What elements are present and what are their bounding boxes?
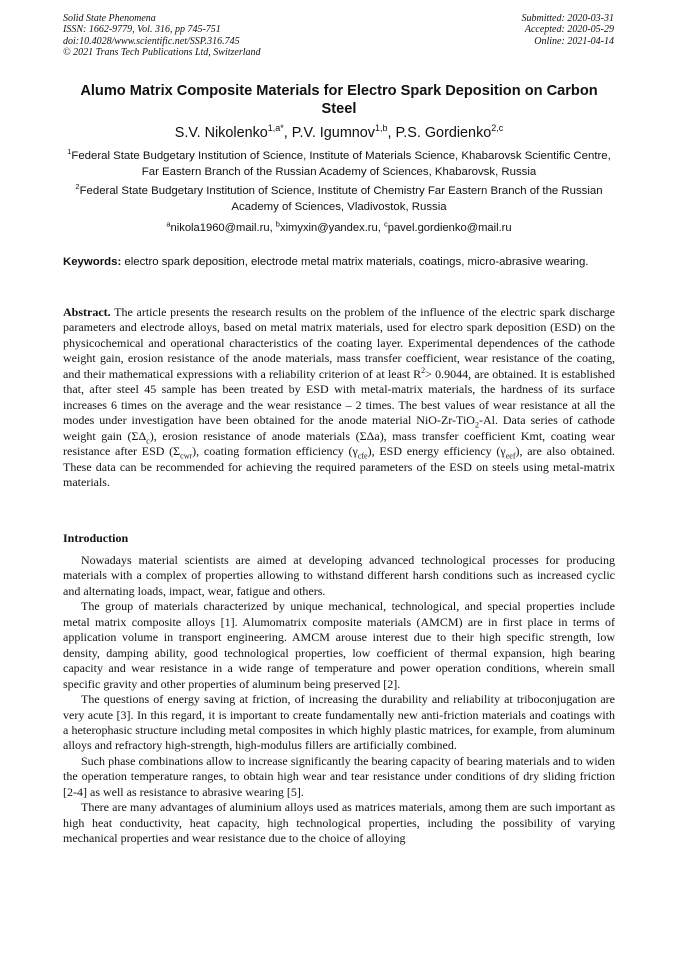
- paper-title: Alumo Matrix Composite Materials for Electro Spark Deposition on Carbon Steel: [80, 83, 598, 117]
- email-link[interactable]: pavel.gordienko@mail.ru: [387, 222, 512, 234]
- keywords: [63, 255, 615, 270]
- submission-dates: [522, 13, 615, 47]
- keywords-label: Keywords:: [63, 256, 122, 268]
- author-list: S.V. Nikolenko$^{1,a*}$, P.V. Igumnov$^{1,b}$, P.S. Gordienko$^{2,c}$: [174, 123, 504, 141]
- author-affiliation-mark: 1,b: [375, 123, 388, 134]
- author-affiliation-mark: 2,c: [491, 123, 504, 134]
- author-name: P.S. Gordienko: [395, 125, 492, 141]
- abstract-label: Abstract.: [63, 305, 111, 319]
- journal-info: [63, 13, 261, 59]
- email-link[interactable]: ximyxin@yandex.ru,: [279, 222, 384, 234]
- journal-copyright: © 2021 Trans Tech Publications Ltd, Switzerland: [63, 47, 261, 59]
- journal-issn: ISSN: 1662-9779, Vol. 316, pp 745-751: [63, 24, 221, 36]
- paragraph: There are many advantages of aluminium alloys used as matrices materials, among them are such important as high heat conductivity, heat capacity, high technological properties, including the possibility of varying mechanical properties and wear resistance due to the choice of alloying: [63, 800, 615, 846]
- author-name: S.V. Nikolenko: [174, 125, 268, 141]
- author-emails: $^a$nikola1960@mail.ru, $^b$ximyxin@yandex.ru, $^c$pavel.gordienko@mail.ru: [166, 219, 512, 234]
- affiliation-2: $^2$Federal State Budgetary Institution of Science, Institute of Chemistry Far Eastern Branch of the Russian Academy of Sciences, Vladivostok, Russia: [75, 182, 603, 213]
- keywords-text: electro spark deposition, electrode metal matrix materials, coatings, micro-abrasive wearing.: [121, 256, 589, 268]
- submitted-date: Submitted: 2020-03-31: [521, 13, 614, 24]
- paragraph: The questions of energy saving at friction, of increasing the durability and reliability at triboconjugation are very acute [3]. In this regard, it is important to create fundamentally new anti-friction materials and coatings with a heterophasic structure including metal composites in which highly plastic matrices, for example, from aluminum alloys and refractory high-strength, high-modulus fillers are artificially combined.: [63, 692, 615, 753]
- affiliation-1: $^1$Federal State Budgetary Institution of Science, Institute of Materials Science, Khabarovsk Scientific Centre, Far Eastern Branch of the Russian Academy of Sciences, Khabarovsk, Russia: [67, 147, 611, 178]
- introduction-body: [63, 553, 615, 847]
- paragraph: Nowadays material scientists are aimed at developing advanced technological processes for producing materials with a complex of properties allowing to withstand different harsh conditions such as increased cyclic and alternating loads, impact, wear, fatigue and others.: [63, 553, 615, 598]
- paragraph: The group of materials characterized by unique mechanical, technological, and special properties include metal matrix composite alloys [1]. Alumomatrix composite materials (AMCM) are in first place in terms of application volume in transport engineering. AMCM arouse interest due to their high specific strength, low density, damping ability, good technological properties, low coefficient of thermal expansion, high bearing capacity and wear resistance in a wide range of temperature and power operation conditions, wherein small specific gravity and other properties of aluminum being preserved [2].: [63, 599, 615, 691]
- accepted-date: Accepted: 2020-05-29: [524, 24, 614, 36]
- journal-doi[interactable]: doi:10.4028/www.scientific.net/SSP.316.745: [63, 35, 240, 47]
- paragraph: Such phase combinations allow to increase significantly the bearing capacity of bearing materials and to widen the operation temperature ranges, to obtain high wear and tear resistance under conditions of dry sliding friction [2-4] as well as resistance to abrasive wearing [5].: [63, 753, 615, 799]
- author-affiliation-mark: 1,a*: [267, 123, 284, 134]
- section-heading-introduction: Introduction: [63, 531, 129, 545]
- journal-name: Solid State Phenomena: [63, 13, 156, 24]
- online-date: Online: 2021-04-14: [534, 35, 614, 47]
- author-name: P.V. Igumnov: [291, 125, 376, 141]
- abstract: Abstract. The article presents the research results on the problem of the influence of the electric spark discharge parameters and electrode alloys, based on metal matrix materials, used for electro spark deposition (ESD) on the physicochemical and operational characteristics of the coating layer. Experimental dependences of the cathode weight gain, erosion resistance of the anode materials, mass transfer coefficient, wear resistance of the coating, and their mathematical expressions with a reliability criterion of at least $R^2> 0.9044$, are obtained. It is established that, after steel 45 sample has been treated by ESD with metal-matrix materials, the hardness of its surface increases 6 times on the average and the wear resistance – 2 times. The best values of wear resistance at all the modes under investigation have been obtained for the anode material NiO-Zr-TiO$_2$-Al. Data series of cathode weight gain $(\Sigma\Delta_c)$, erosion resistance of anode materials (ΣΔa), mass transfer coefficient Kmt, coating wear resistance after ESD $(\Sigma_{cwr})$, coating formation efficiency $(\gamma_{cfe})$, ESD energy efficiency $(\gamma_{eef})$, are also obtained. These data can be recommended for achieving the required parameters of the ESD on steels using metal-matrix materials.: [63, 305, 616, 489]
- email-link[interactable]: nikola1960@mail.ru,: [170, 222, 276, 234]
